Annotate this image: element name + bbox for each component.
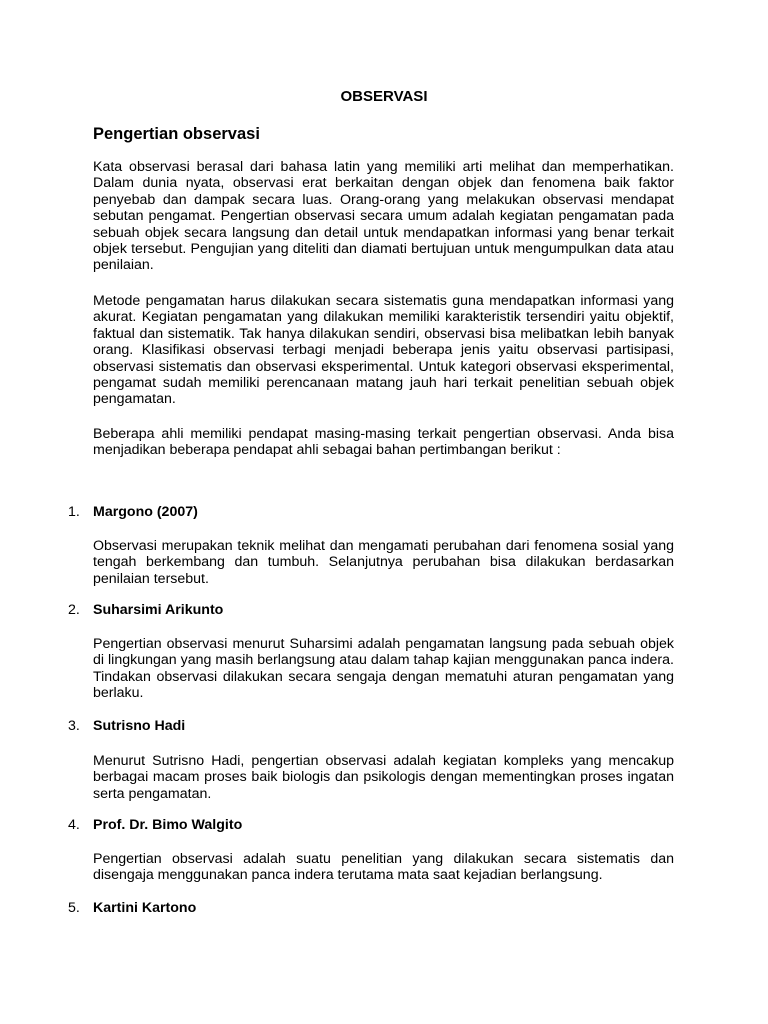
expert-description: Pengertian observasi menurut Suharsimi adalah pengamatan langsung pada sebuah objek di lingkungan yang masih berlangsung atau dalam tahap kajian menggunakan panca indera. Tindakan observasi dilakukan secara sengaja dengan mematuhi aturan pengamatan yang berlaku. — [93, 636, 674, 702]
list-number: 3. — [68, 718, 80, 734]
list-number: 2. — [68, 602, 80, 618]
document-title: OBSERVASI — [340, 88, 428, 105]
list-number: 1. — [68, 504, 80, 520]
intro-paragraph-2: Metode pengamatan harus dilakukan secara sistematis guna mendapatkan informasi yang akurat. Kegiatan pengamatan yang dilakukan memiliki karakteristik tersendiri yaitu objektif, faktual dan sistematik. Tak hanya dilakukan sendiri, observasi bisa melibatkan lebih banyak orang. Klasifikasi observasi terbagi menjadi beberapa jenis yaitu observasi partisipasi, observasi sistematis dan observasi eksperimental. Untuk kategori observasi eksperimental, pengamat sudah memiliki perencanaan matang jauh hari terkait penelitian sebuah objek pengamatan. — [93, 293, 674, 408]
list-number: 5. — [68, 900, 80, 916]
expert-name: Sutrisno Hadi — [93, 718, 186, 734]
list-number: 4. — [68, 817, 80, 833]
expert-name: Kartini Kartono — [93, 900, 197, 916]
expert-name: Suharsimi Arikunto — [93, 602, 224, 618]
expert-description: Observasi merupakan teknik melihat dan mengamati perubahan dari fenomena sosial yang tengah berkembang dan tumbuh. Selanjutnya perubahan bisa dilakukan berdasarkan penilaian tersebut. — [93, 538, 674, 587]
expert-name: Margono (2007) — [93, 504, 198, 520]
intro-paragraph-3: Beberapa ahli memiliki pendapat masing-masing terkait pengertian observasi. Anda bisa menjadikan beberapa pendapat ahli sebagai bahan pertimbangan berikut : — [93, 426, 674, 459]
section-heading: Pengertian observasi — [93, 125, 260, 143]
expert-description: Menurut Sutrisno Hadi, pengertian observasi adalah kegiatan kompleks yang mencakup berbagai macam proses baik biologis dan psikologis dengan mementingkan proses ingatan serta pengamatan. — [93, 753, 674, 802]
intro-paragraph-1: Kata observasi berasal dari bahasa latin yang memiliki arti melihat dan memperhatikan. Dalam dunia nyata, observasi erat berkaitan dengan objek dan fenomena baik faktor penyebab dan dampak secara luas. Orang-orang yang melakukan observasi mendapat sebutan pengamat. Pengertian observasi secara umum adalah kegiatan pengamatan pada sebuah objek secara langsung dan detail untuk mendapatkan informasi yang benar terkait objek tersebut. Pengujian yang diteliti dan diamati bertujuan untuk mengumpulkan data atau penilaian. — [93, 159, 674, 274]
expert-name: Prof. Dr. Bimo Walgito — [93, 817, 243, 833]
expert-description: Pengertian observasi adalah suatu penelitian yang dilakukan secara sistematis dan disengaja menggunakan panca indera terutama mata saat kejadian berlangsung. — [93, 851, 674, 884]
